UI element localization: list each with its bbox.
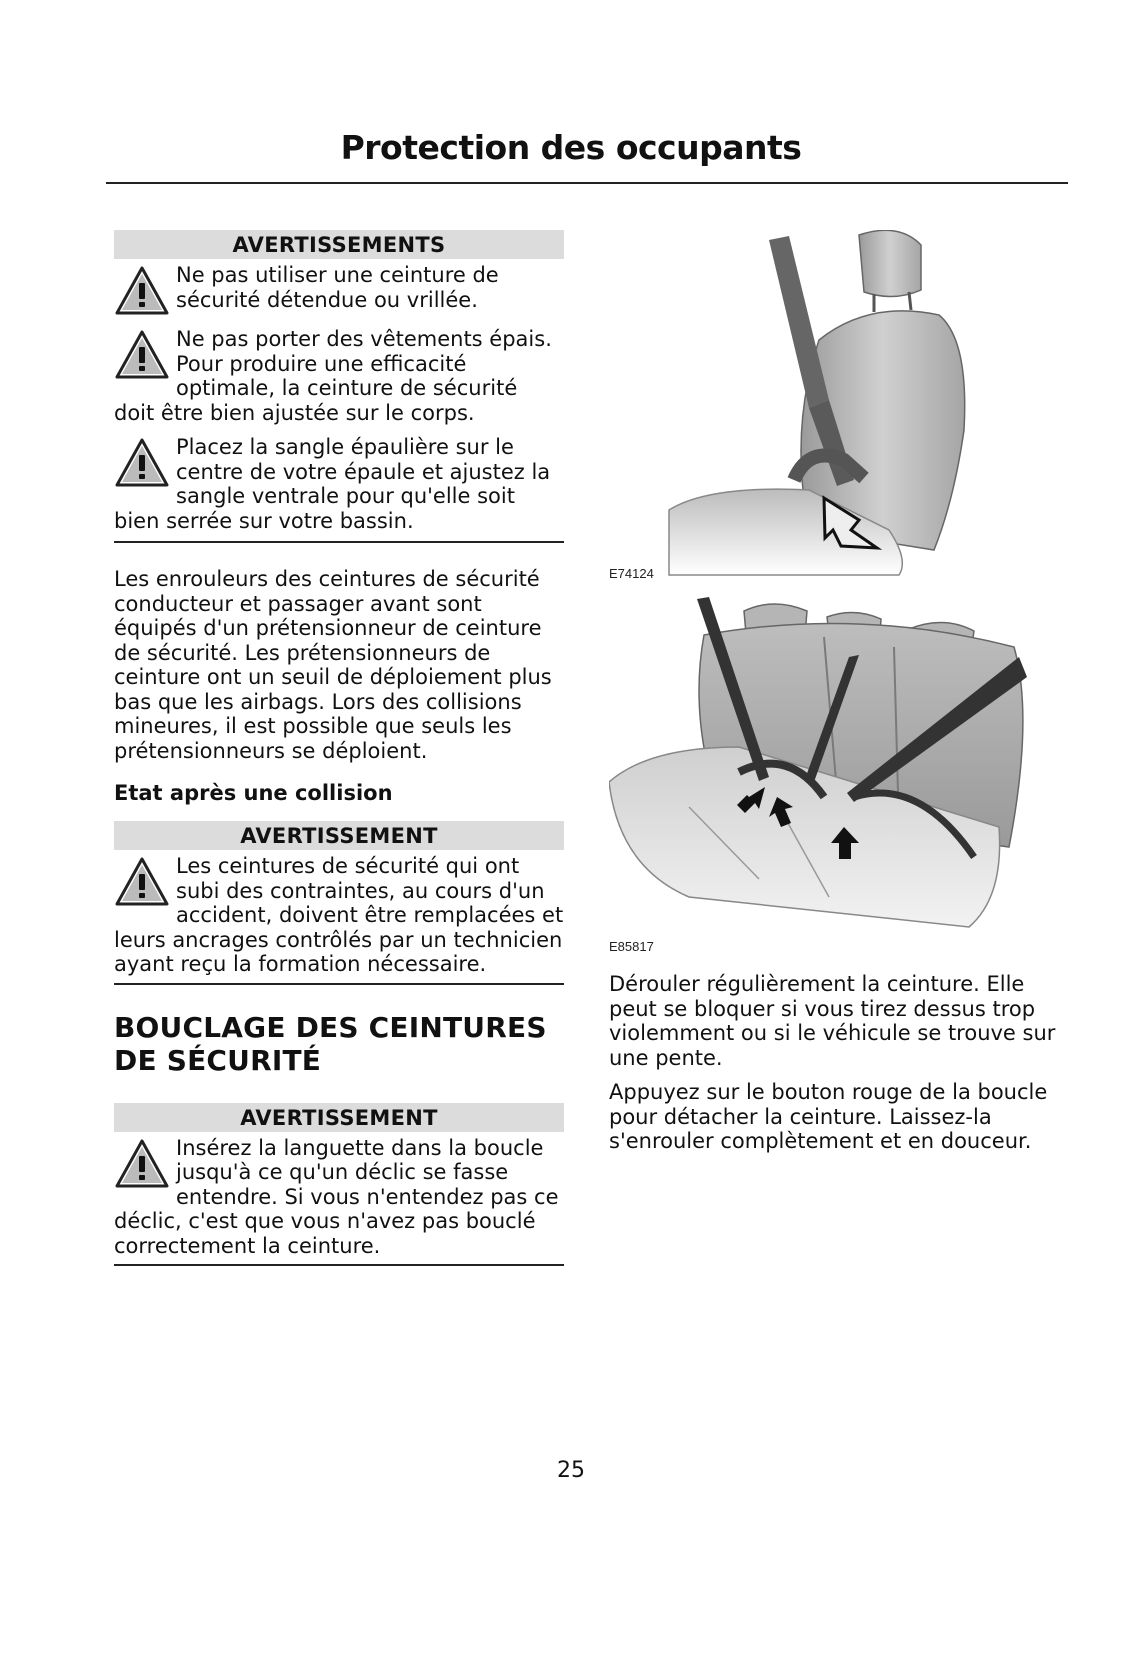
warning-item bbox=[114, 435, 564, 533]
rear-seat-illustration bbox=[609, 597, 1069, 949]
warning-triangle-icon bbox=[114, 265, 170, 317]
warning-text: Ne pas porter des vêtements épais. Pour produire une efficacité optimale, la ceinture de sécurité doit être bien ajustée sur le corps. bbox=[114, 327, 552, 425]
warning-item bbox=[114, 263, 564, 317]
warning-text: Ne pas utiliser une ceinture de sécurité détendue ou vrillée. bbox=[176, 263, 499, 312]
paragraph: Dérouler régulièrement la ceinture. Elle peut se bloquer si vous tirez dessus trop violemment ou si le véhicule se trouve sur une pente. bbox=[609, 972, 1056, 1070]
figure-id: E85817 bbox=[609, 939, 654, 954]
warnings-heading: AVERTISSEMENTS bbox=[114, 230, 564, 259]
warning-triangle-icon bbox=[114, 1138, 170, 1190]
warning-text: Insérez la languette dans la boucle jusqu'à ce qu'un déclic se fasse entendre. Si vous n'entendez pas ce déclic, c'est que vous n'avez pas bouclé correctement la ceinture. bbox=[114, 1135, 559, 1258]
warning-item bbox=[114, 1136, 564, 1259]
warning-text: Placez la sangle épaulière sur le centre de votre épaule et ajustez la sangle ventrale pour qu'elle soit bien serrée sur votre bassin. bbox=[114, 435, 551, 533]
right-column bbox=[609, 230, 1069, 1154]
warning-triangle-icon bbox=[114, 437, 170, 489]
page-title: Protection des occupants bbox=[340, 128, 802, 167]
divider bbox=[114, 1264, 564, 1266]
warning-text: Les ceintures de sécurité qui ont subi des contraintes, au cours d'un accident, doivent être remplacées et leurs ancrages contrôlés par un technicien ayant reçu la formation nécessaire. bbox=[114, 854, 564, 976]
warning-item bbox=[114, 854, 564, 977]
warning-heading: AVERTISSEMENT bbox=[114, 1103, 564, 1132]
front-seat-illustration bbox=[609, 230, 1069, 580]
page-number: 25 bbox=[557, 1458, 585, 1483]
divider bbox=[114, 983, 564, 985]
left-column bbox=[114, 230, 564, 1266]
warning-triangle-icon bbox=[114, 856, 170, 908]
paragraph: Les enrouleurs des ceintures de sécurité conducteur et passager avant sont équipés d'un prétensionneur de ceinture de sécurité. Les prétensionneurs de ceinture ont un seuil de déploiement plus bas que les airbags. Lors des collisions mineures, il est possible que seuls les prétensionneurs se déploient. bbox=[114, 567, 552, 763]
section-title: BOUCLAGE DES CEINTURES DE SÉCURITÉ bbox=[114, 1010, 547, 1077]
paragraph: Appuyez sur le bouton rouge de la boucle pour détacher la ceinture. Laissez-la s'enrouler complètement et en douceur. bbox=[609, 1080, 1048, 1153]
warning-item bbox=[114, 327, 564, 425]
title-divider bbox=[106, 182, 1068, 184]
subheading: Etat après une collision bbox=[114, 781, 393, 805]
warning-heading: AVERTISSEMENT bbox=[114, 821, 564, 850]
warning-triangle-icon bbox=[114, 329, 170, 381]
figure-id: E74124 bbox=[609, 566, 654, 581]
divider bbox=[114, 541, 564, 543]
